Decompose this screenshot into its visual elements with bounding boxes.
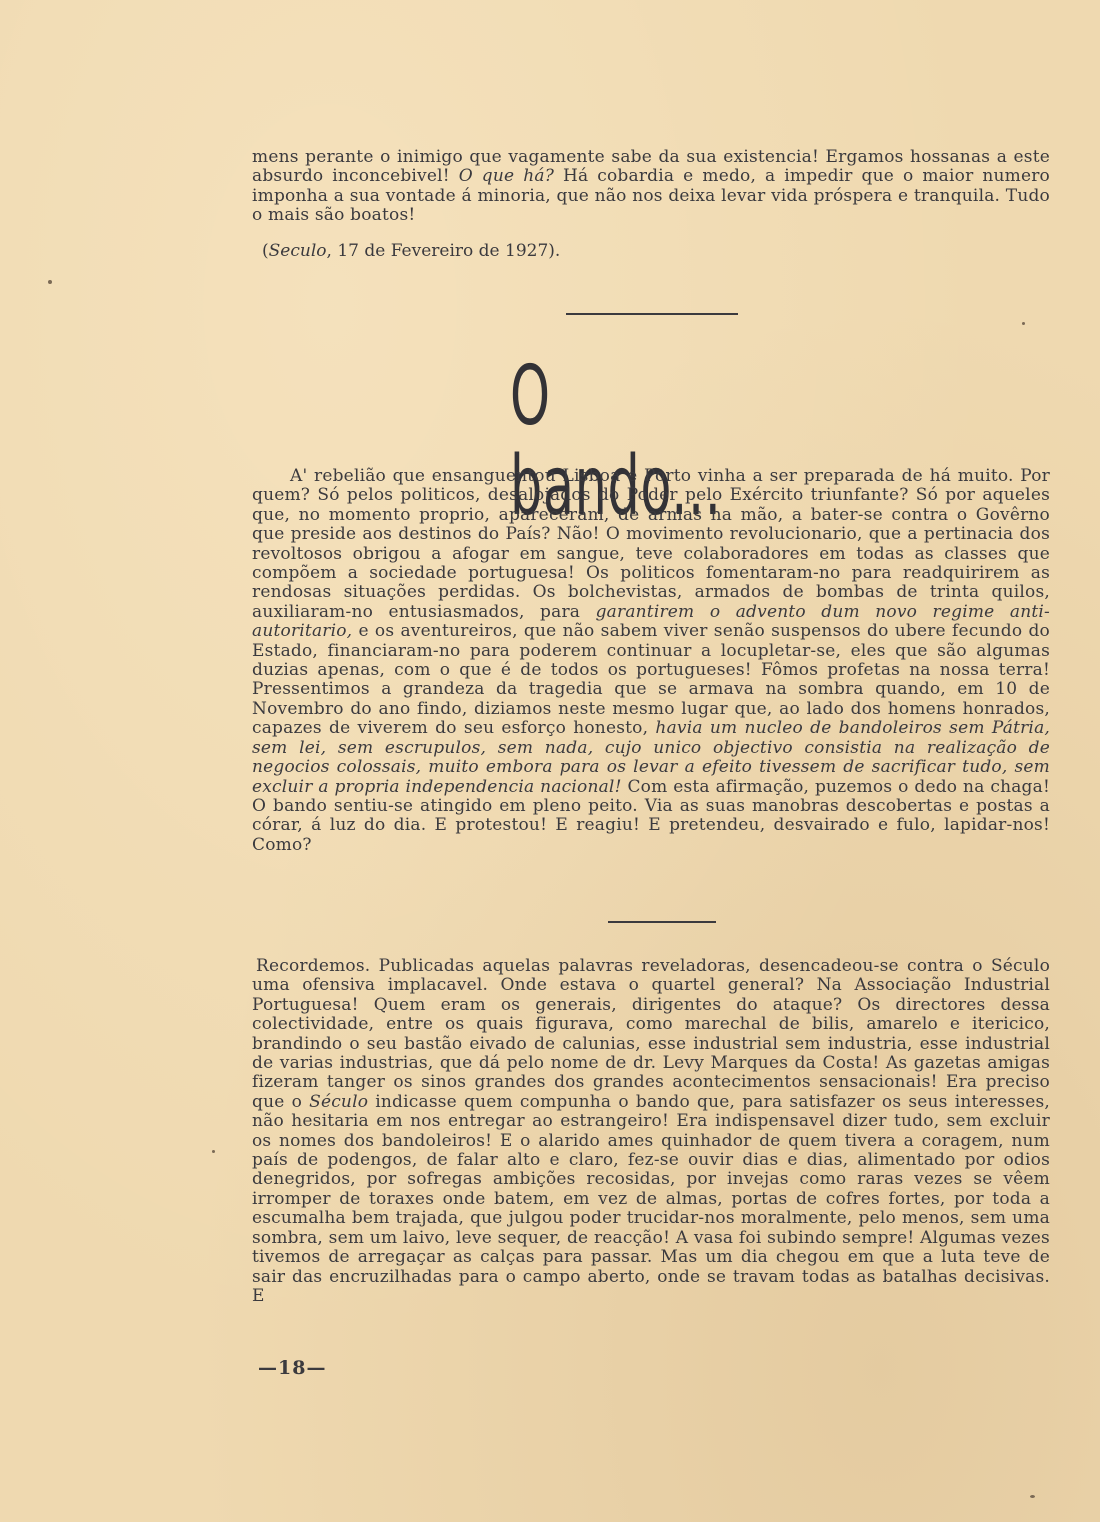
paragraph-divider: [608, 921, 716, 923]
intro-text: mens perante o inimigo que vagamente sabe da sua existencia! Ergamos hossanas a este absurdo inconcebivel! O que há? Há cobardia e medo, a impedir que o maior numero imponha a sua vontade á minoria, que não nos deixa levar vida próspera e tranquila. Tudo o mais são boatos!: [252, 147, 1050, 226]
recall-paragraph: [252, 957, 1050, 1306]
main-text-part2: e os aventureiros, que não sabem viver senão suspensos do ubere fecundo do Estado, financiaram-no para poderem continuar a locupletar-se, eles que são algumas duzias apenas, com o que é de todos os portugueses! Fômos profetas na nossa terra! Pressentimos a grandeza da tragedia que se armava na sombra quando, em 10 de Novembro do ano findo, diziamos neste mesmo lugar que, ao lado dos homens honrados, capazes de viverem do seu esforço honesto,: [252, 621, 1050, 739]
main-italic-2: havia um nucleo de bandoleiros sem Pátria, sem lei, sem escrupulos, sem nada, cujo unico objectivo consistia na realização de negocios colossais, muito embora para os levar a efeito tivessem de sacrificar tudo, sem excluir a propria independencia nacional!: [252, 718, 1051, 797]
section-divider: [566, 313, 738, 315]
main-italic-1: garantirem o advento dum novo regime anti-autoritario,: [252, 601, 1050, 642]
citation-source: Seculo: [268, 241, 327, 261]
main-paragraph: [252, 467, 1050, 855]
article-title: O bando...: [510, 349, 722, 534]
recall-italic: Século: [309, 1091, 369, 1112]
paper-speck: [48, 280, 52, 284]
citation: (Seculo, 17 de Fevereiro de 1927).: [262, 241, 561, 261]
page-number: —18—: [258, 1357, 327, 1379]
recall-text-part2: indicasse quem compunha o bando que, para satisfazer os seus interesses, não hesitaria em nos entregar ao estrangeiro! Era indispensavel dizer tudo, sem excluir os nomes dos bandoleiros! E o alarido ames quinhador de quem tivera a coragem, num país de podengos, de falar alto e claro, fez-se ouvir dias e dias, alimentado por odios denegridos, por sofregas ambições recosidas, por invejas como raras vezes se vêem irromper de toraxes onde batem, em vez de almas, portas de cofres fortes, por toda a escumalha bem trajada, que julgou poder trucidar-nos moralmente, pelo menos, sem uma sombra, sem um laivo, leve sequer, de reacção! A vasa foi subindo sempre! Algumas vezes tivemos de arregaçar as calças para passar. Mas um dia chegou em que a luta teve de sair das encruzilhadas para o campo aberto, onde se travam todas as batalhas decisivas. E: [252, 1091, 1050, 1306]
intro-italic: O que há?: [458, 166, 555, 187]
paper-speck: [212, 1150, 215, 1153]
intro-paragraph: [252, 148, 1050, 226]
recall-text-part1: Recordemos. Publicadas aquelas palavras reveladoras, desencadeou-se contra o Século uma ofensiva implacavel. Onde estava o quartel general? Na Associação Industrial Portuguesa! Quem eram os generais, dirigentes do ataque? Os directores dessa colectividade, entre os quais figurava, como marechal de bilis, amarelo e itericico, brandindo o seu bastão eivado de calunias, esse industrial sem industria, esse industrial de varias industrias, que dá pelo nome de dr. Levy Marques da Costa! As gazetas amigas fizeram tanger os sinos grandes dos grandes acontecimentos sensacionais! Era preciso que o: [252, 956, 1050, 1112]
main-text-part3: Com esta afirmação, puzemos o dedo na chaga! O bando sentiu-se atingido em pleno peito. Via as suas manobras descobertas e postas a córar, á luz do dia. E protestou! E reagiu! E pretendeu, desvairado e fulo, lapidar-nos! Como?: [252, 776, 1051, 855]
main-text-part1: A' rebelião que ensanguentou Lisboa e Porto vinha a ser preparada de há muito. Por quem? Só pelos politicos, desalojados do Poder pelo Exército triunfante? Só por aqueles que, no momento proprio, apareceram, de armas na mão, a bater-se contra o Govêrno que preside aos destinos do País? Não! O movimento revolucionario, que a pertinacia dos revoltosos obrigou a afogar em sangue, teve colaboradores em todas as classes que compõem a sociedade portuguesa! Os politicos fomentaram-no para readquirirem as rendosas situações perdidas. Os bolchevistas, armados de bombas de trinta quilos, auxiliaram-no entusiasmados, para: [252, 466, 1050, 622]
citation-date: 17 de Fevereiro de 1927).: [337, 241, 561, 261]
paper-speck: [1030, 1495, 1035, 1498]
paper-speck: [1022, 322, 1025, 325]
